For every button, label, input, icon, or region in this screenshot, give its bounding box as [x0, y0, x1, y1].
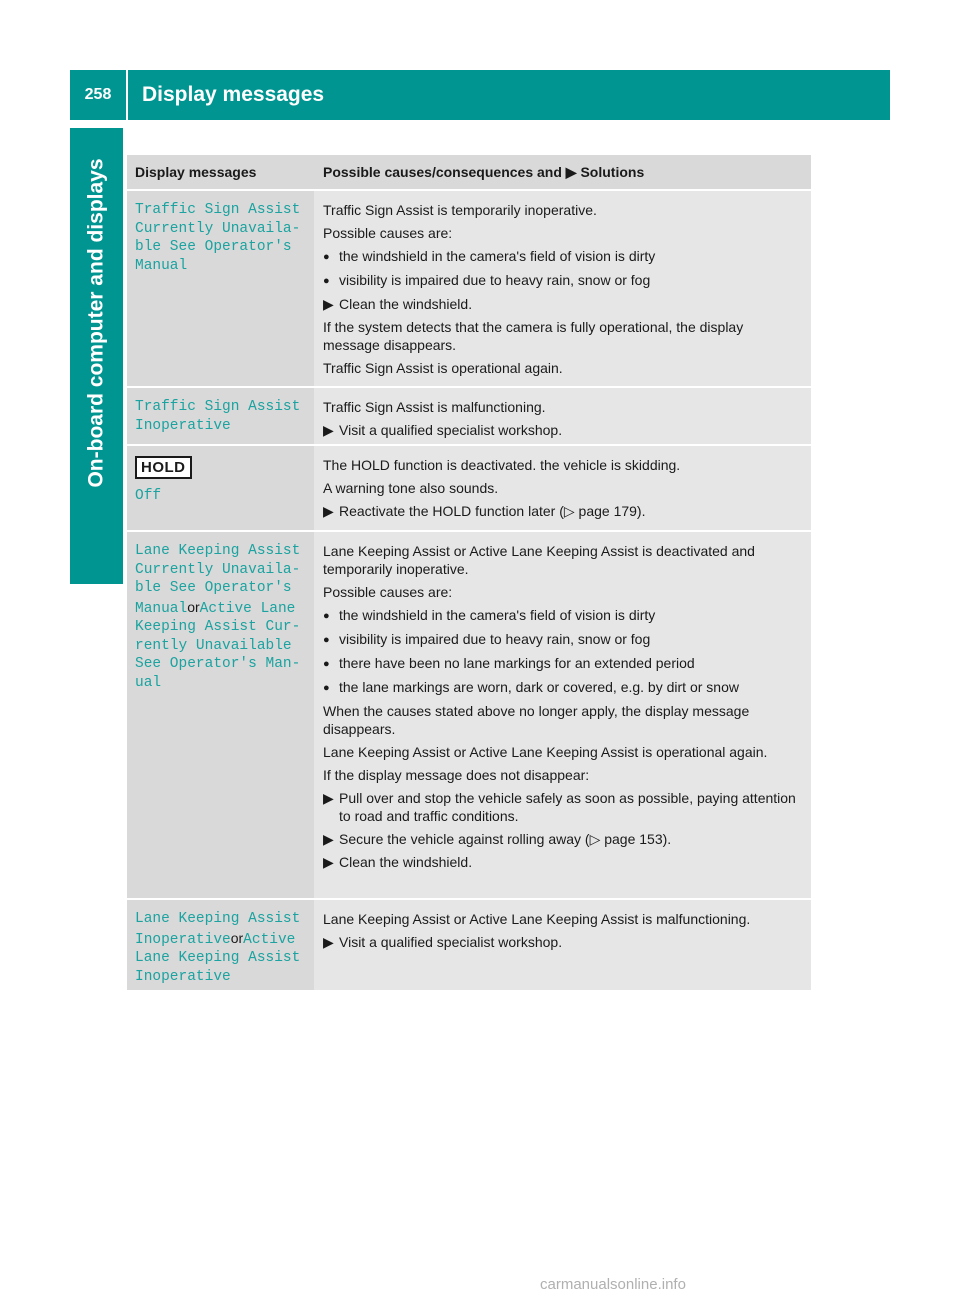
- causes-cell: Lane Keeping Assist or Active Lane Keeping Assist is deactivated and temporarily inoperative. Possible causes are: ● the windshield in the camera's field of vision is dirty ● visibility is impaired due to heavy rain, snow or fog ● there have been no lane markings for an extended period ● the lane markings are worn, dark or covered, e.g. by dirt or snow When the causes stated above no longer apply, the display message disappears. Lane Keeping Assist or Active Lane Keeping Assist is operational again. If the display message does not disappear: ▶ Pull over and stop the vehicle safely as soon as possible, paying attention to road and traffic conditions. ▶ Secure the vehicle against rolling away (▷ page 153). ▶ Clean the windshield.: [314, 530, 811, 898]
- solution-arrow-icon: ▶: [565, 164, 577, 180]
- instruction-step: ▶ Visit a qualified specialist workshop.: [323, 422, 563, 438]
- col-header-causes: Possible causes/consequences and ▶ Solutions: [314, 155, 811, 189]
- list-item: ● the windshield in the camera's field of vision is dirty: [323, 607, 656, 623]
- list-item: ● visibility is impaired due to heavy rain, snow or fog: [323, 272, 651, 288]
- page-header: [70, 70, 890, 120]
- section-side-tab: [70, 128, 123, 584]
- causes-cell: The HOLD function is deactivated. the vehicle is skidding. A warning tone also sounds. ▶ Reactivate the HOLD function later (▷ page 179).: [314, 444, 811, 530]
- bullet-icon: ●: [323, 634, 330, 646]
- table-row: [127, 898, 811, 990]
- instruction-step: ▶ Pull over and stop the vehicle safely as soon as possible, paying attention to road and traffic conditions.: [323, 790, 796, 824]
- arrow-icon: ▶: [323, 790, 334, 806]
- table-row: [127, 189, 811, 386]
- bullet-icon: ●: [323, 658, 330, 670]
- arrow-icon: ▶: [323, 934, 334, 950]
- section-label: On-board computer and displays: [84, 158, 108, 488]
- page-title: Display messages: [142, 83, 325, 106]
- list-item: ● visibility is impaired due to heavy rain, snow or fog: [323, 631, 651, 647]
- list-item: ● the windshield in the camera's field of vision is dirty: [323, 248, 656, 264]
- display-messages-table: [127, 155, 811, 990]
- instruction-step: ▶ Secure the vehicle against rolling away (▷ page 153).: [323, 831, 672, 847]
- arrow-icon: ▶: [323, 831, 334, 847]
- instruction-step: ▶ Visit a qualified specialist workshop.: [323, 934, 563, 950]
- arrow-icon: ▶: [323, 422, 334, 438]
- list-item: ● there have been no lane markings for an extended period: [323, 655, 695, 671]
- causes-cell: Lane Keeping Assist or Active Lane Keeping Assist is malfunctioning. ▶ Visit a qualified specialist workshop.: [314, 898, 811, 990]
- table-row: [127, 444, 811, 530]
- causes-cell: Traffic Sign Assist is malfunctioning. ▶ Visit a qualified specialist workshop.: [314, 386, 811, 444]
- col-header-messages: Display messages: [127, 155, 314, 189]
- arrow-icon: ▶: [323, 503, 334, 519]
- bullet-icon: ●: [323, 251, 330, 263]
- table-header-row: [127, 155, 811, 189]
- table-row: [127, 530, 811, 898]
- display-message: Lane Keeping Assist InoperativeorActive Lane Keeping Assist Inoperative: [127, 898, 314, 990]
- list-item: ● the lane markings are worn, dark or covered, e.g. by dirt or snow: [323, 679, 739, 695]
- bullet-icon: ●: [323, 682, 330, 694]
- display-message: Traffic Sign Assist Inoperative: [127, 386, 314, 444]
- display-message: HOLD Off: [127, 444, 314, 530]
- display-message: Traffic Sign Assist Currently Unavaila‐ ble See Operator's Manual: [127, 189, 314, 386]
- watermark: carmanualsonline.info: [540, 1276, 686, 1293]
- instruction-step: ▶ Reactivate the HOLD function later (▷ page 179).: [323, 503, 646, 519]
- causes-cell: Traffic Sign Assist is temporarily inoperative. Possible causes are: ● the windshield in the camera's field of vision is dirty ● visibility is impaired due to heavy rain, snow or fog ▶ Clean the windshield. If the system detects that the camera is fully operational, the display message disappears. Traffic Sign Assist is operational again.: [314, 189, 811, 386]
- instruction-step: ▶ Clean the windshield.: [323, 854, 473, 870]
- hold-icon: HOLD: [135, 456, 192, 479]
- bullet-icon: ●: [323, 610, 330, 622]
- bullet-icon: ●: [323, 275, 330, 287]
- arrow-icon: ▶: [323, 296, 334, 312]
- table-row: [127, 386, 811, 444]
- arrow-icon: ▶: [323, 854, 334, 870]
- display-message: Lane Keeping Assist Currently Unavaila‐ ble See Operator's ManualorActive Lane Keeping Assist Cur‐ rently Unavailable See Operator's Man‐ ual: [127, 530, 314, 898]
- page-number: 258: [70, 70, 128, 120]
- instruction-step: ▶ Clean the windshield.: [323, 296, 473, 312]
